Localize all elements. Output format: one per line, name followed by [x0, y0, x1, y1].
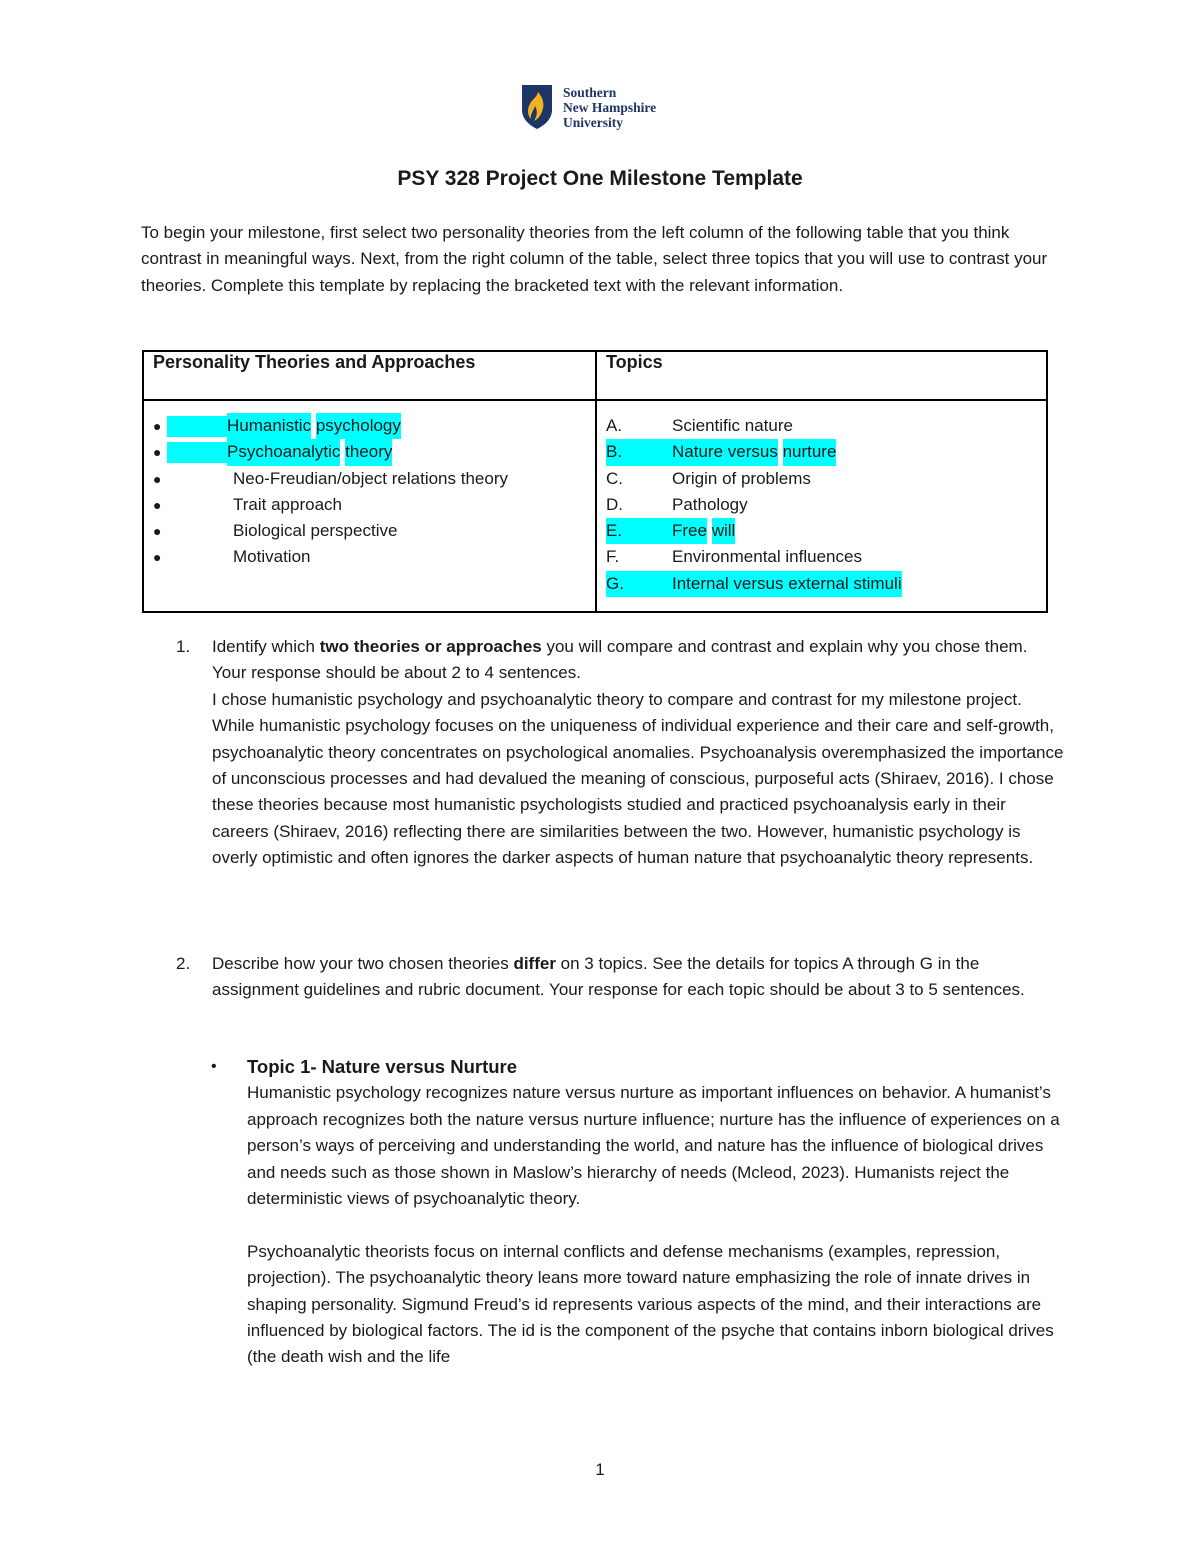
highlight-spacer [167, 442, 227, 463]
topic-text: nurture [783, 439, 837, 465]
logo-line-1: Southern [563, 85, 617, 100]
theory-text: theory [345, 439, 392, 465]
list-item [606, 466, 1037, 492]
topic-text: Nature versus [672, 439, 778, 465]
bullet-icon: ● [153, 444, 162, 461]
topic-letter: A. [606, 416, 623, 435]
list-item [153, 492, 586, 518]
list-item [153, 544, 586, 570]
page-number: 1 [595, 1460, 605, 1479]
bullet-icon: ● [153, 549, 162, 566]
prompt-emphasis: differ [513, 954, 556, 973]
topics-cell [596, 400, 1047, 612]
topic-text: will [712, 518, 736, 544]
topic-text: Environmental influences [672, 547, 862, 567]
list-item [153, 439, 586, 465]
question-2 [176, 951, 1066, 1004]
bullet-icon: ● [153, 470, 162, 487]
bullet-icon: ● [153, 523, 162, 540]
topic-letter: D. [606, 494, 623, 514]
topic-text: Internal versus external stimuli [672, 571, 902, 597]
logo-line-3: University [563, 115, 623, 130]
university-logo [521, 84, 691, 134]
list-item [606, 439, 1037, 465]
theory-text: Psychoanalytic [227, 439, 340, 465]
list-item [153, 413, 586, 439]
bullet-icon: ● [153, 418, 162, 434]
topic-text: Scientific nature [672, 416, 793, 435]
theories-topics-table [142, 350, 1048, 613]
question-number: 1. [176, 637, 191, 656]
answer-text: I chose humanistic psychology and psychoanalytic theory to compare and contrast for my milestone project. While humanistic psychology focuses on the uniqueness of individual experience and their care and self-growth, psychoanalytic theory concentrates on psychological anomalies. Psychoanalysis overemphasized the importance of unconscious processes and had devalued the meaning of conscious, purposeful acts (Shiraev, 2016). I chose these theories because most humanistic psychologists studied and practiced psychoanalysis early in their careers (Shiraev, 2016) reflecting there are similarities between the two. However, humanistic psychology is overly optimistic and often ignores the darker aspects of human nature that psychoanalytic theory represents. [212, 689, 1064, 868]
prompt-text: on 3 topics. See the details for topics A through G in the assignment guidelines and rubric document. Your response for each topic should be about 3 to 5 sentences. [212, 954, 1025, 1000]
logo-wordmark [563, 85, 656, 130]
prompt-text: you will compare and contrast and explain why you chose them. Your response should be about 2 to 4 sentences. [212, 637, 1028, 683]
list-item [606, 571, 1037, 597]
list-item [153, 466, 586, 492]
list-item [606, 413, 1037, 439]
prompt-text: Identify which [212, 637, 320, 656]
topic-1-section [211, 1054, 1071, 1371]
flame-shield-icon [521, 84, 553, 130]
list-item [606, 492, 1037, 518]
logo-line-2: New Hampshire [563, 100, 657, 115]
topic-letter: G. [606, 571, 672, 597]
topic-letter: C. [606, 468, 623, 488]
theory-text: Neo-Freudian/object relations theory [233, 468, 508, 488]
topic-heading: Topic 1- Nature versus Nurture [247, 1056, 518, 1077]
topics-list [606, 413, 1037, 597]
topic-letter: B. [606, 439, 672, 465]
topic-text: Free [672, 518, 707, 544]
highlight-spacer [167, 416, 227, 437]
question-prompt [212, 951, 1066, 1004]
table-header-row [143, 351, 1047, 400]
theory-text: psychology [316, 413, 401, 439]
question-number: 2. [176, 954, 191, 973]
document-title: PSY 328 Project One Milestone Template [397, 167, 803, 190]
table-body-row [143, 400, 1047, 612]
topic-letter: F. [606, 547, 620, 567]
topic-paragraph-1: Humanistic psychology recognizes nature versus nurture as important influences on behavior. A humanist’s approach recognizes both the nature versus nurture influence; nurture has the influence of experiences on a person’s ways of perceiving and understanding the world, and nature has the influence of biological drives and needs such as those shown in Maslow’s hierarchy of needs (Mcleod, 2023). Humanists reject the deterministic views of psychoanalytic theory. [247, 1083, 1060, 1209]
list-item [153, 518, 586, 544]
list-item [606, 518, 1037, 544]
theory-text: Biological perspective [233, 521, 398, 541]
question-prompt [212, 634, 1066, 687]
topic-paragraph-2: Psychoanalytic theorists focus on internal conflicts and defense mechanisms (examples, repression, projection). The psychoanalytic theory leans more toward nature emphasizing the role of innate drives in shaping personality. Sigmund Freud’s id represents various aspects of the mind, and their interactions are influenced by biological factors. The id is the component of the psyche that contains inborn biological drives (the death wish and the life [247, 1241, 1054, 1367]
topic-letter: E. [606, 518, 672, 544]
theory-text: Trait approach [233, 494, 342, 514]
header-theories: Personality Theories and Approaches [143, 351, 596, 400]
theory-text: Motivation [233, 547, 311, 567]
prompt-text: Describe how your two chosen theories [212, 954, 514, 973]
intro-paragraph: To begin your milestone, first select two personality theories from the left column of the following table that you think contrast in meaningful ways. Next, from the right column of the table, select three topics that you will use to contrast your theories. Complete this template by replacing the bracketed text with the relevant information. [141, 223, 1048, 295]
prompt-emphasis: two theories or approaches [319, 637, 542, 656]
question-1 [176, 634, 1066, 872]
theories-cell [143, 400, 596, 612]
bullet-icon: • [211, 1058, 217, 1075]
topic-text: Origin of problems [672, 468, 811, 488]
list-item [606, 544, 1037, 570]
theories-list [153, 413, 586, 571]
theory-text: Humanistic [227, 413, 311, 439]
header-topics: Topics [596, 351, 1047, 400]
topic-text: Pathology [672, 494, 748, 514]
bullet-icon: ● [153, 496, 162, 513]
